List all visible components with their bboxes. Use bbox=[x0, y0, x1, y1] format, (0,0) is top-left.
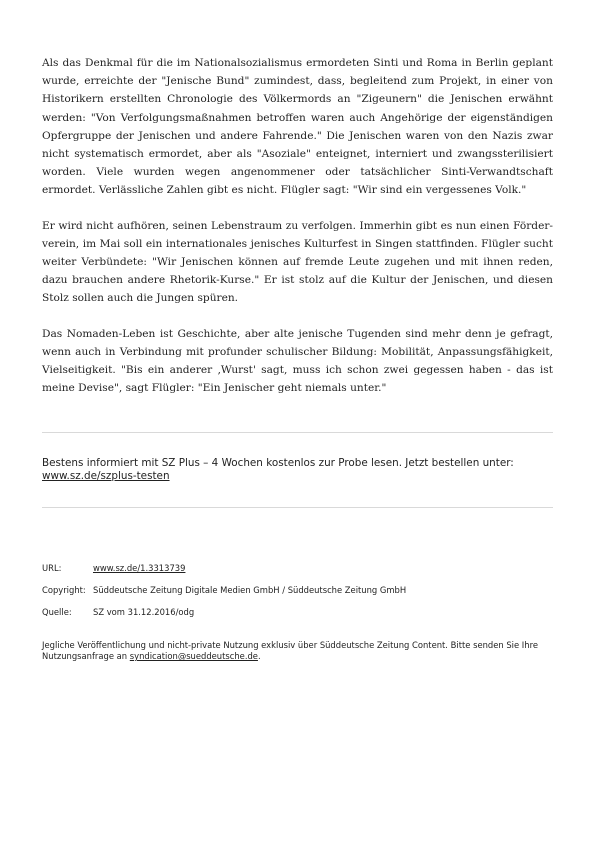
footnote-end: . bbox=[257, 651, 261, 662]
divider-bottom bbox=[42, 507, 553, 508]
source-value: SZ vom 31.12.2016/odg bbox=[93, 607, 195, 618]
document-page bbox=[42, 54, 553, 662]
source-label: Quelle: bbox=[42, 607, 72, 618]
article-paragraph-3: Das Nomaden-Leben ist Geschichte, aber alte jenische Tugenden sind mehr denn je gefragt, wenn auch in Verbindung mit profunder schulischer Bildung: Mobilität, Anpassungsfähigkeit, Vielseitigkeit. "Bis ein anderer ‚Wurst' sagt, muss ich schon zwei gegessen haben - das ist meine Devise", sagt Flügler: "Ein Jenischer geht niemals unter." bbox=[42, 327, 553, 395]
copyright-label: Copyright: bbox=[42, 585, 86, 596]
promo-link[interactable]: www.sz.de/szplus-testen bbox=[42, 470, 170, 483]
meta-row-url bbox=[42, 562, 553, 584]
footnote-text: Jegliche Veröffentlichung und nicht-private Nutzung exklusiv über Süddeutsche Zeitung Content. Bitte senden Sie Ihre Nutzungsanfrage an bbox=[42, 640, 538, 662]
meta-info bbox=[42, 562, 553, 628]
url-link[interactable]: www.sz.de/1.3313739 bbox=[93, 563, 186, 574]
promo-box bbox=[42, 433, 553, 507]
article-body bbox=[42, 54, 553, 397]
syndication-email-link[interactable]: syndication@sueddeutsche.de bbox=[129, 651, 258, 662]
article-paragraph-2: Er wird nicht aufhören, seinen Lebenstraum zu verfolgen. Immerhin gibt es nun einen Förderverein, im Mai soll ein internationales jenisches Kulturfest in Singen stattfinden. Flügler sucht weiter Verbündete: "Wir Jenischen können auf fremde Leute zugehen und mit ihnen reden, dazu brauchen andere Rhetorik-Kurse." Er ist stolz auf die Kultur der Jenischen, und diesen Stolz sollen auch die Jungen spüren. bbox=[42, 219, 553, 305]
usage-footnote bbox=[42, 640, 557, 661]
article-paragraph-1: Als das Denkmal für die im Nationalsozialismus ermordeten Sinti und Roma in Berlin geplant wurde, erreichte der "Jenische Bund" zumindest, dass, begleitend zum Projekt, in einer von Historikern erstellten Chronologie des Völkermords an "Zigeunern" die Jenischen erwähnt werden: "Von Verfolgungsmaßnahmen betroffen waren auch Angehörige der eigenständigen Opfergruppe der Jenischen und andere Fahrende." Die Jenischen waren von den Nazis zwar nicht systematisch ermordet, aber als "Asoziale" enteignet, interniert und zwangssterilisiert worden. Viele wurden wegen angenommener oder tatsächlicher Sinti-Verwandtschaft ermordet. Verlässliche Zahlen gibt es nicht. Flügler sagt: "Wir sind ein vergessenes Volk." bbox=[42, 57, 553, 197]
meta-row-copyright bbox=[42, 584, 553, 606]
promo-text: Bestens informiert mit SZ Plus – 4 Wochen kostenlos zur Probe lesen. Jetzt bestellen unter: bbox=[42, 457, 514, 470]
copyright-value: Süddeutsche Zeitung Digitale Medien GmbH / Süddeutsche Zeitung GmbH bbox=[93, 585, 407, 596]
url-label: URL: bbox=[42, 563, 62, 574]
meta-row-source bbox=[42, 606, 553, 628]
